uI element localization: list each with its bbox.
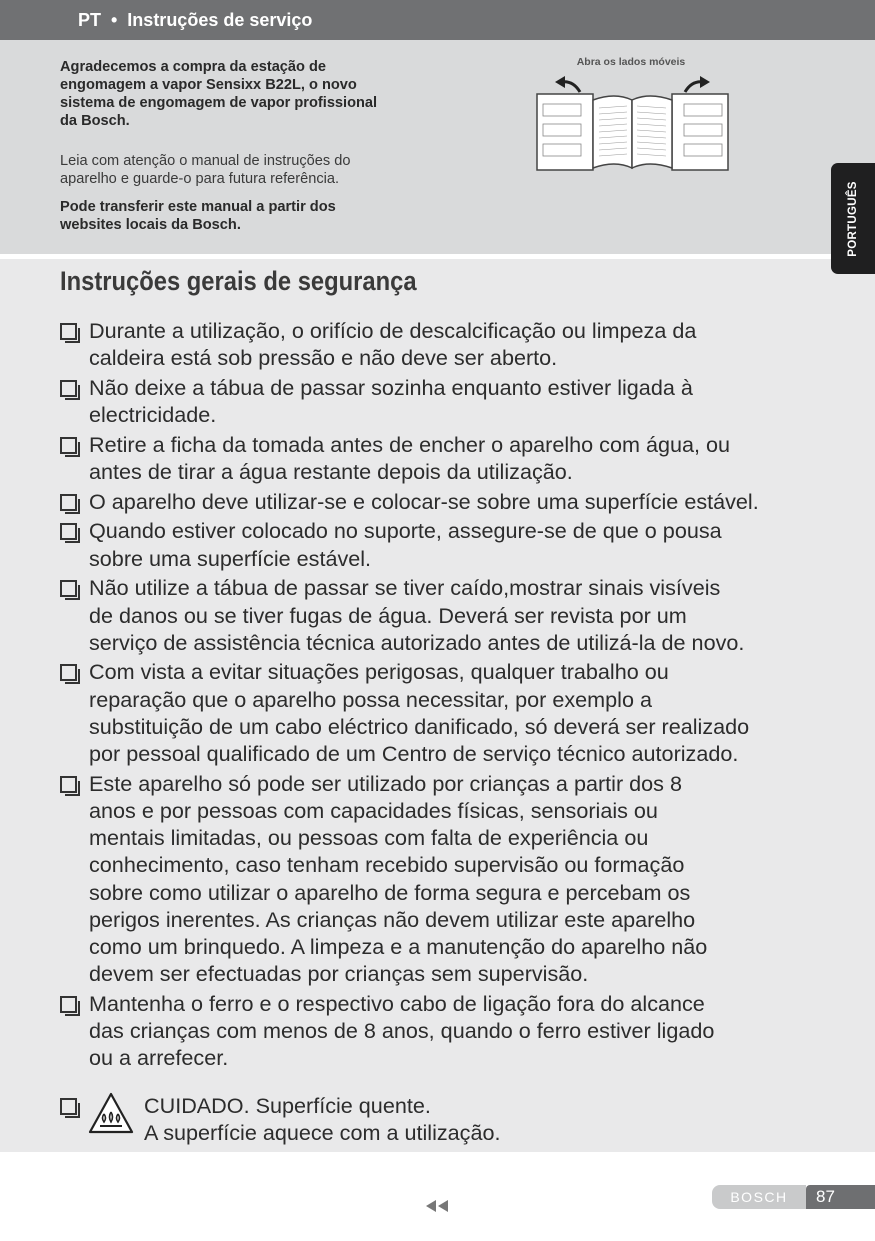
safety-item-text: [89, 374, 829, 428]
checkbox-bullet-icon: [60, 523, 77, 540]
intro-download-text: [60, 198, 336, 234]
safety-item-line: substituição de um cabo eléctrico danificado, só deverá ser realizado: [89, 713, 750, 739]
safety-item-line: por pessoal qualificado de um Centro de serviço técnico autorizado.: [89, 741, 739, 766]
safety-item-line: Não deixe a tábua de passar sozinha enquanto estiver ligada à: [89, 374, 693, 400]
safety-item-line: Retire a ficha da tomada antes de encher o aparelho com água, ou: [89, 431, 731, 457]
rewind-arrows-icon[interactable]: [424, 1199, 452, 1213]
safety-item-line: devem ser efectuadas por crianças sem supervisão.: [89, 961, 589, 987]
safety-item-line: Quando estiver colocado no suporte, assegure-se de que o pousa: [89, 518, 722, 544]
intro-thanks-line: da Bosch.: [60, 113, 130, 129]
checkbox-bullet-icon: [60, 1098, 77, 1115]
header-title: PT • Instruções de serviço: [78, 9, 313, 30]
open-flaps-illustration: [535, 72, 730, 172]
intro-separator: [0, 254, 875, 259]
safety-item-text: [89, 990, 829, 1072]
safety-item-line: ou a arrefecer.: [89, 1045, 229, 1071]
page-number: 87: [806, 1185, 875, 1209]
safety-item-text: [89, 317, 829, 371]
safety-item-line: de danos ou se tiver fugas de água. Deverá ser revista por um: [89, 602, 687, 628]
language-side-tab: [831, 163, 875, 274]
checkbox-bullet-icon: [60, 996, 77, 1013]
intro-thanks-text: [60, 58, 377, 130]
safety-item-line: perigos inerentes. As crianças não devem utilizar este aparelho: [89, 906, 696, 932]
safety-item-line: reparação que o aparelho possa necessitar, por exemplo a: [89, 686, 652, 712]
header-bar: [0, 0, 875, 40]
checkbox-bullet-icon: [60, 580, 77, 597]
safety-item-line: sobre como utilizar o aparelho de forma segura e percebam os: [89, 879, 691, 905]
intro-thanks-line: sistema de engomagem de vapor profissional: [60, 95, 378, 111]
safety-item-line: caldeira está sob pressão e não deve ser aberto.: [89, 345, 558, 371]
intro-read-line: Leia com atenção o manual de instruções do: [60, 153, 351, 169]
checkbox-bullet-icon: [60, 380, 77, 397]
language-label: PORTUGUÊS: [847, 180, 859, 257]
safety-item-text: [89, 517, 829, 571]
safety-item-text: [89, 658, 829, 767]
hot-surface-warning-icon: [88, 1092, 134, 1134]
safety-item-text: [89, 770, 829, 988]
safety-item-line: como um brinquedo. A limpeza e a manutenção do aparelho não: [89, 933, 708, 959]
warning-line: A superfície aquece com a utilização.: [144, 1120, 501, 1146]
intro-download-line: websites locais da Bosch.: [60, 217, 241, 233]
intro-download-line: Pode transferir este manual a partir dos: [60, 199, 336, 215]
intro-read-line: aparelho e guarde-o para futura referência.: [60, 171, 340, 187]
checkbox-bullet-icon: [60, 664, 77, 681]
safety-item-line: Com vista a evitar situações perigosas, qualquer trabalho ou: [89, 659, 669, 685]
brand-label: BOSCH: [712, 1185, 806, 1209]
safety-item-line: anos e por pessoas com capacidades físicas, sensoriais ou: [89, 797, 658, 823]
warning-line: CUIDADO. Superfície quente.: [144, 1093, 431, 1118]
flaps-caption: Abra os lados móveis: [576, 56, 686, 68]
safety-item-line: O aparelho deve utilizar-se e colocar-se sobre uma superfície estável.: [89, 488, 759, 514]
intro-thanks-line: engomagem a vapor Sensixx B22L, o novo: [60, 77, 357, 93]
safety-item-text: [89, 431, 829, 485]
checkbox-bullet-icon: [60, 494, 77, 511]
safety-item-line: serviço de assistência técnica autorizado antes de utilizá-la de novo.: [89, 629, 745, 655]
intro-thanks-line: Agradecemos a compra da estação de: [60, 59, 327, 75]
checkbox-bullet-icon: [60, 776, 77, 793]
checkbox-bullet-icon: [60, 437, 77, 454]
safety-item-line: Não utilize a tábua de passar se tiver caído,mostrar sinais visíveis: [89, 575, 721, 601]
safety-item-line: Este aparelho só pode ser utilizado por crianças a partir dos 8: [89, 770, 682, 796]
checkbox-bullet-icon: [60, 323, 77, 340]
safety-item-text: [89, 488, 829, 515]
safety-item-line: antes de tirar a água restante depois da utilização.: [89, 459, 573, 484]
safety-item-line: conhecimento, caso tenham recebido supervisão ou formação: [89, 852, 685, 878]
safety-item-text: [89, 574, 829, 656]
safety-item-line: das crianças com menos de 8 anos, quando o ferro estiver ligado: [89, 1018, 715, 1043]
safety-item-line: electricidade.: [89, 402, 217, 428]
safety-item-line: Mantenha o ferro e o respectivo cabo de ligação fora do alcance: [89, 990, 705, 1016]
intro-read-text: [60, 152, 350, 188]
safety-item-line: Durante a utilização, o orifício de descalcificação ou limpeza da: [89, 318, 697, 343]
warning-text: [144, 1092, 875, 1146]
safety-item-line: mentais limitadas, ou pessoas com falta de experiência ou: [89, 825, 649, 851]
section-title: Instruções gerais de segurança: [60, 266, 417, 296]
safety-item-line: sobre uma superfície estável.: [89, 545, 372, 571]
